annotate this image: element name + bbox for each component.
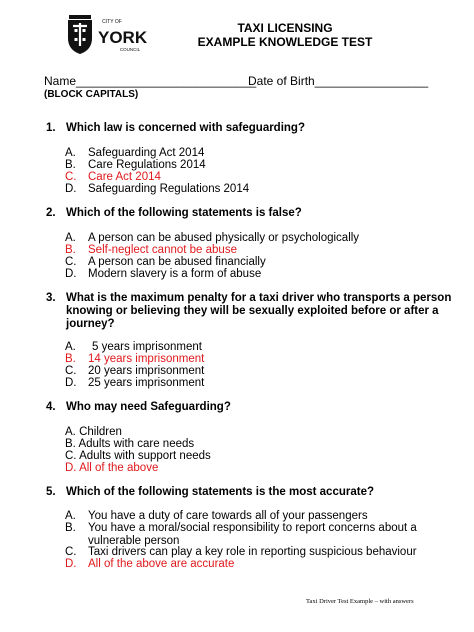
option-2d[interactable]: D. Modern slavery is a form of abuse bbox=[65, 268, 262, 280]
question-number: 2. bbox=[46, 207, 56, 219]
question-1 bbox=[46, 122, 305, 135]
option-5a[interactable]: A. You have a duty of care towards all of your passengers bbox=[65, 510, 368, 522]
option-1b[interactable]: B. Care Regulations 2014 bbox=[65, 159, 206, 171]
option-2a[interactable]: A. A person can be abused physically or psychologically bbox=[65, 232, 360, 244]
option-3a[interactable]: A. 5 years imprisonment bbox=[65, 341, 202, 353]
question-2 bbox=[46, 207, 302, 220]
question-text: Which of the following statements is false? bbox=[66, 207, 302, 219]
question-4 bbox=[46, 401, 231, 414]
york-council-logo bbox=[66, 14, 150, 58]
date-of-birth-field[interactable]: Date of Birth_________________ bbox=[248, 74, 429, 88]
option-3b-correct[interactable]: B. 14 years imprisonment bbox=[65, 353, 205, 365]
option-5b[interactable]: B. You have a moral/social responsibility to report concerns about a vulnerable person bbox=[65, 522, 417, 547]
question-number: 5. bbox=[46, 486, 56, 498]
option-1c-correct[interactable]: C. Care Act 2014 bbox=[65, 171, 161, 183]
option-5b-line-1: You have a moral/social responsibility to report concerns about a bbox=[88, 522, 417, 534]
question-text-line-1: What is the maximum penalty for a taxi driver who transports a person bbox=[66, 292, 452, 304]
option-4c[interactable]: C. Adults with support needs bbox=[65, 450, 211, 462]
question-text-line-2: knowing or believing they will be sexually exploited before or after a bbox=[66, 305, 439, 317]
question-text-line-3: journey? bbox=[66, 318, 115, 330]
crest-icon bbox=[68, 15, 92, 54]
question-number: 3. bbox=[46, 292, 56, 304]
document-title bbox=[170, 21, 400, 49]
option-2b-correct[interactable]: B. Self-neglect cannot be abuse bbox=[65, 244, 237, 256]
option-3c[interactable]: C. 20 years imprisonment bbox=[65, 365, 205, 377]
title-line-1: TAXI LICENSING bbox=[237, 21, 333, 35]
question-number: 1. bbox=[46, 122, 56, 134]
option-2c[interactable]: C. A person can be abused financially bbox=[65, 256, 266, 268]
option-3d[interactable]: D. 25 years imprisonment bbox=[65, 377, 205, 389]
question-5 bbox=[46, 486, 374, 499]
block-capitals-note: (BLOCK CAPITALS) bbox=[44, 89, 139, 100]
question-3 bbox=[46, 292, 452, 330]
name-field[interactable]: Name___________________________ bbox=[44, 74, 257, 88]
option-5c[interactable]: C. Taxi drivers can play a key role in reporting suspicious behaviour bbox=[65, 546, 417, 558]
question-text: Which law is concerned with safeguarding? bbox=[66, 122, 305, 134]
option-4a[interactable]: A. Children bbox=[65, 426, 122, 438]
option-5d-correct[interactable]: D. All of the above are accurate bbox=[65, 558, 235, 570]
question-number: 4. bbox=[46, 401, 56, 413]
option-4b[interactable]: B. Adults with care needs bbox=[65, 438, 195, 450]
option-4d-correct[interactable]: D. All of the above bbox=[65, 462, 159, 474]
svg-text:COUNCIL: COUNCIL bbox=[119, 47, 141, 52]
question-text: Who may need Safeguarding? bbox=[66, 401, 231, 413]
question-text: Which of the following statements is the most accurate? bbox=[66, 486, 374, 498]
title-line-2: EXAMPLE KNOWLEDGE TEST bbox=[197, 35, 373, 49]
option-1a[interactable]: A. Safeguarding Act 2014 bbox=[65, 147, 205, 159]
svg-text:CITY OF: CITY OF bbox=[102, 19, 122, 25]
option-5b-line-2: vulnerable person bbox=[88, 535, 180, 547]
option-1d[interactable]: D. Safeguarding Regulations 2014 bbox=[65, 183, 250, 195]
page-footer: Taxi Driver Test Example – with answers bbox=[306, 598, 414, 605]
svg-text:YORK: YORK bbox=[98, 28, 148, 47]
